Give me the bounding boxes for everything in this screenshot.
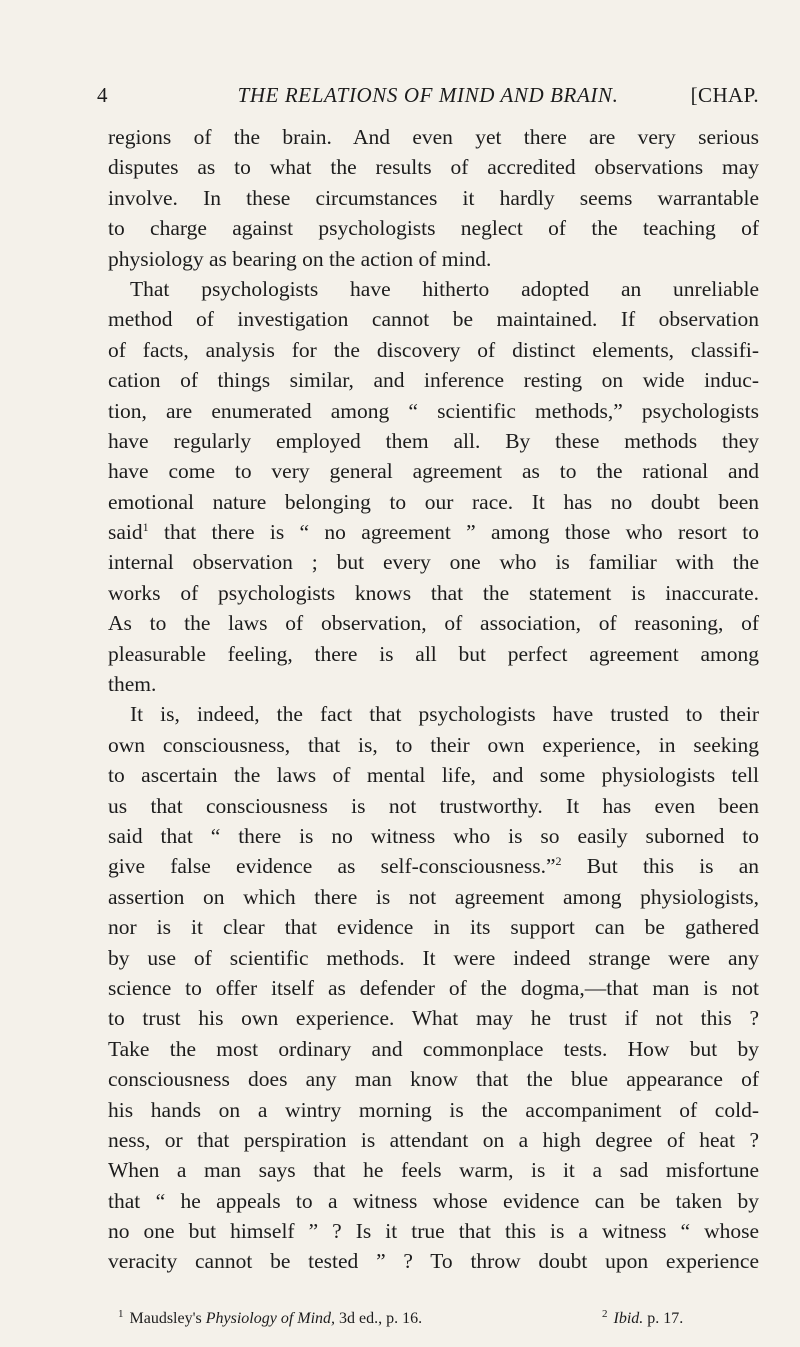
footnote-2-title: Ibid.: [613, 1310, 644, 1327]
text-line: science to offer itself as defender of the dogma,—that man is not: [108, 975, 759, 1000]
text-line: disputes as to what the results of accredited observations may: [108, 155, 759, 180]
text-line: works of psychologists knows that the statement is inaccurate.: [108, 580, 759, 605]
text-line: ness, or that perspiration is attendant on a high degree of heat ?: [108, 1127, 759, 1152]
text-fragment: said: [108, 520, 143, 545]
footnote-2: [602, 1303, 683, 1330]
text-line: of facts, analysis for the discovery of distinct elements, classifi-: [108, 337, 759, 362]
text-line: own consciousness, that is, to their own experience, in seeking: [108, 732, 759, 757]
footnote-1-mark: 1: [118, 1308, 124, 1320]
text-line: that “ he appeals to a witness whose evidence can be taken by: [108, 1188, 759, 1213]
footnote-1-suffix: 3d ed., p. 16.: [339, 1310, 423, 1327]
text-line: nor is it clear that evidence in its support can be gathered: [108, 915, 759, 940]
text-line: veracity cannot be tested ” ? To throw doubt upon experience: [108, 1249, 759, 1274]
text-line: regions of the brain. And even yet there are very serious: [108, 125, 759, 149]
text-line: no one but himself ” ? Is it true that this is a witness “ whose: [108, 1219, 759, 1244]
text-fragment: give false evidence as self-consciousness.”: [108, 854, 556, 879]
text-line: us that consciousness is not trustworthy. It has even been: [108, 793, 759, 818]
text-line: to charge against psychologists neglect of the teaching of: [108, 216, 759, 241]
footnote-2-mark: 2: [602, 1308, 608, 1320]
text-fragment: But this is an: [561, 854, 759, 879]
footnote-ref-1: 1: [142, 520, 149, 535]
text-line: to trust his own experience. What may he trust if not this ?: [108, 1006, 759, 1031]
page-number: 4: [97, 83, 108, 107]
text-line: pleasurable feeling, there is all but perfect agreement among: [108, 641, 759, 666]
text-line: said that “ there is no witness who is so easily suborned to: [108, 823, 759, 848]
footnotes: [108, 1303, 759, 1325]
paragraph-start-line: It is, indeed, the fact that psychologists have trusted to their: [130, 702, 759, 727]
text-line: When a man says that he feels warm, is it a sad misfortune: [108, 1158, 759, 1183]
text-fragment: that there is “ no agreement ” among those who resort to: [148, 520, 759, 545]
text-line: have come to very general agreement as to the rational and: [108, 459, 759, 484]
text-line: method of investigation cannot be maintained. If observation: [108, 307, 759, 332]
text-line: to ascertain the laws of mental life, and some physiologists tell: [108, 763, 759, 788]
text-line: involve. In these circumstances it hardly seems warrantable: [108, 185, 759, 210]
text-line: physiology as bearing on the action of mind.: [108, 246, 492, 271]
body-text: [108, 122, 759, 1277]
text-line-with-footnote: [108, 517, 759, 547]
paragraph-start-line: That psychologists have hitherto adopted an unreliable: [130, 276, 759, 301]
chapter-label: [CHAP.: [690, 83, 759, 107]
running-title: THE RELATIONS OF MIND AND BRAIN.: [237, 83, 619, 107]
text-line: cation of things similar, and inference resting on wide induc-: [108, 368, 759, 393]
text-line: emotional nature belonging to our race. It has no doubt been: [108, 489, 759, 514]
footnote-2-suffix: p. 17.: [647, 1310, 684, 1327]
running-head: [97, 80, 759, 110]
footnote-1-prefix: Maudsley's: [129, 1310, 202, 1327]
text-line: by use of scientific methods. It were indeed strange were any: [108, 945, 759, 970]
text-line: tion, are enumerated among “ scientific methods,” psychologists: [108, 398, 759, 423]
text-line: consciousness does any man know that the blue appearance of: [108, 1067, 759, 1092]
text-line: Take the most ordinary and commonplace tests. How but by: [108, 1036, 759, 1061]
text-line: assertion on which there is not agreement among physiologists,: [108, 884, 759, 909]
text-line: his hands on a wintry morning is the accompaniment of cold-: [108, 1097, 759, 1122]
footnote-1-title: Physiology of Mind,: [205, 1310, 336, 1327]
text-line: As to the laws of observation, of association, of reasoning, of: [108, 611, 759, 636]
text-line: internal observation ; but every one who is familiar with the: [108, 550, 759, 575]
footnote-ref-2: 2: [555, 854, 562, 869]
text-line: have regularly employed them all. By these methods they: [108, 428, 759, 453]
footnote-1: [108, 1303, 422, 1330]
text-line-with-footnote: [108, 851, 759, 881]
text-line: them.: [108, 672, 157, 697]
